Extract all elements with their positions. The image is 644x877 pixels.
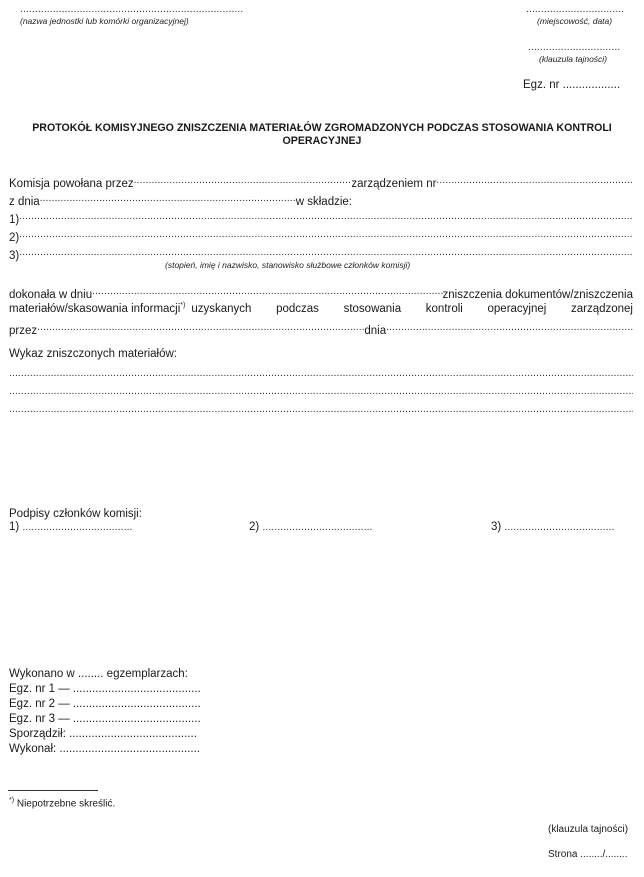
clause-dots[interactable]: ...............................: [528, 42, 621, 53]
appointed-by-field[interactable]: [134, 173, 352, 187]
copy-2[interactable]: Egz. nr 2 — ........................................: [9, 698, 201, 710]
by-field[interactable]: [37, 320, 364, 334]
copy-1[interactable]: Egz. nr 1 — ........................................: [9, 683, 201, 695]
member-3-field[interactable]: [19, 245, 633, 259]
materials-line-1: [9, 366, 633, 380]
appointed-by-label: Komisja powołana przez: [9, 178, 134, 190]
performed-on-field[interactable]: [92, 284, 442, 298]
copies-made: Wykonano w ........ egzemplarzach:: [9, 668, 188, 680]
member-2-field[interactable]: [19, 227, 633, 241]
dated-field[interactable]: [40, 191, 296, 205]
copy-number: Egz. nr ..................: [523, 79, 621, 91]
clause-hint: (klauzula tajności): [539, 54, 608, 64]
members-hint: (stopień, imię i nazwisko, stanowisko służbowe członków komisji): [165, 260, 411, 270]
dated-label: z dnia: [9, 196, 40, 208]
member-row-2: [9, 227, 633, 244]
action-line-2: [9, 302, 633, 315]
destruction-label: zniszczenia dokumentów/zniszczenia: [442, 289, 633, 301]
materials-line-2: [9, 384, 633, 398]
day-field[interactable]: [386, 320, 633, 334]
by-label: przez: [9, 325, 38, 337]
action-line-2a: materiałów/skasowania informacji*): [9, 302, 186, 315]
day-label: dnia: [364, 325, 387, 337]
signature-2[interactable]: 2) .....................................: [249, 521, 373, 533]
member-3-label: 3): [9, 250, 20, 262]
copy-3[interactable]: Egz. nr 3 — ........................................: [9, 713, 201, 725]
materials-field-2[interactable]: [9, 384, 633, 398]
commission-row: [9, 173, 633, 190]
document-title: PROTOKÓŁ KOMISYJNEGO ZNISZCZENIA MATERIAŁÓW ZGROMADZONYCH PODCZAS STOSOWANIA KONTROLI OPERACYJNEJ: [32, 122, 612, 147]
member-2-label: 2): [9, 232, 20, 244]
member-1-label: 1): [9, 214, 20, 226]
prepared-by[interactable]: Sporządził: ........................................: [9, 728, 197, 740]
place-date-dots[interactable]: .................................: [526, 4, 625, 15]
composition-label: w składzie:: [295, 196, 352, 208]
place-date-hint: (miejscowość, data): [537, 16, 613, 26]
footer-clause: (klauzula tajności): [548, 824, 629, 835]
footnote-ref: *): [180, 302, 186, 309]
performed-row: [9, 284, 633, 301]
footnote-divider: [8, 790, 98, 791]
action-line-2b: uzyskanych podczas stosowania kontroli operacyjnej zarządzonej: [191, 302, 633, 315]
ordered-by-row: [9, 320, 633, 337]
unit-name-dots[interactable]: ...........................................................................: [20, 4, 244, 15]
page-number: Strona ......../........: [548, 849, 628, 860]
signature-3[interactable]: 3) .....................................: [491, 521, 615, 533]
performed-on-label: dokonała w dniu: [9, 289, 93, 301]
member-row-1: [9, 209, 633, 226]
materials-heading: Wykaz zniszczonych materiałów:: [9, 348, 177, 360]
materials-line-3: [9, 402, 633, 416]
signatures-heading: Podpisy członków komisji:: [9, 508, 142, 520]
order-no-field[interactable]: [436, 173, 633, 187]
footnote: *) Niepotrzebne skreślić.: [9, 797, 116, 810]
materials-field-1[interactable]: [9, 366, 633, 380]
executed-by[interactable]: Wykonał: ............................................: [9, 743, 200, 755]
order-no-label: zarządzeniem nr: [351, 178, 437, 190]
dated-row: [9, 191, 352, 208]
materials-field-3[interactable]: [9, 402, 633, 416]
member-1-field[interactable]: [19, 209, 633, 223]
unit-name-hint: (nazwa jednostki lub komórki organizacyjnej): [20, 16, 189, 26]
signature-1[interactable]: 1) .....................................: [9, 521, 133, 533]
